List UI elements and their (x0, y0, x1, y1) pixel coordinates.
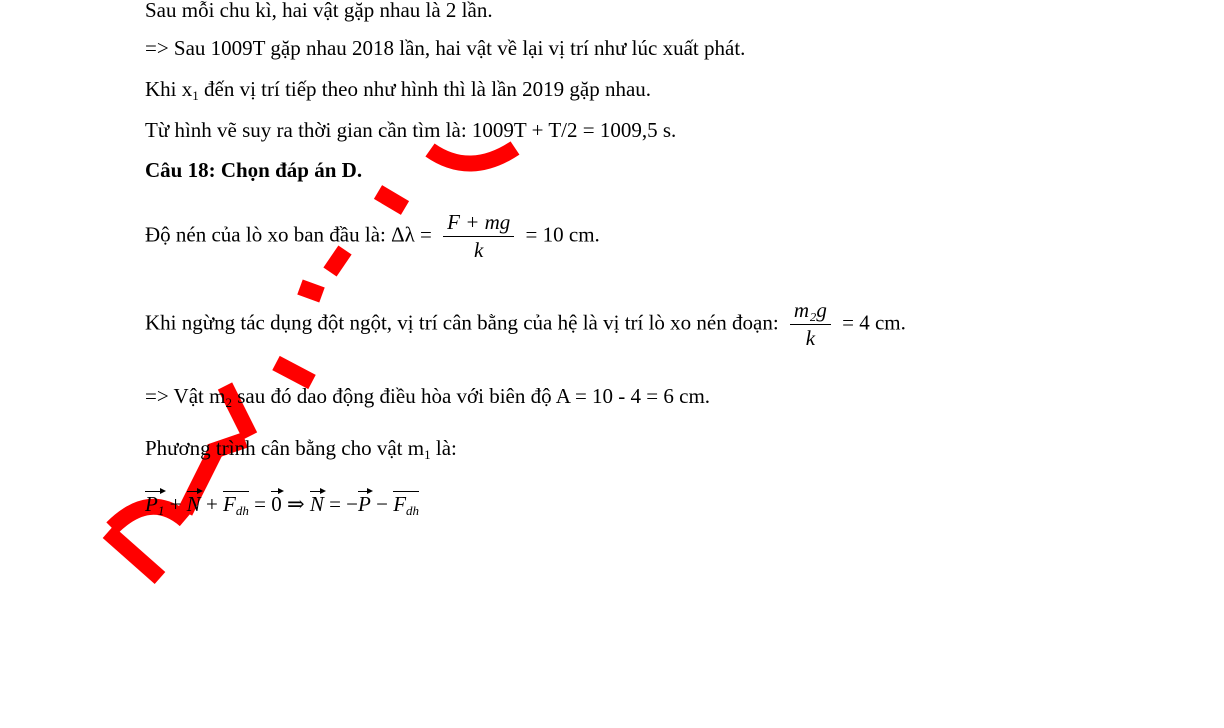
text-part: = 10 cm. (525, 222, 600, 247)
symbol: N (309, 492, 324, 516)
operator: = (248, 492, 272, 516)
text-part: Khi x (145, 77, 193, 101)
text-line-balance-equation (145, 436, 457, 462)
symbol: P (358, 492, 371, 516)
fraction-denominator: k (474, 238, 484, 262)
text-line-amplitude (145, 384, 711, 410)
vector-fdh (223, 492, 249, 518)
text-line-cycle: Sau mỗi chu kì, hai vật gặp nhau là 2 lần. (145, 0, 493, 22)
operator: = − (323, 492, 359, 516)
symbol: 0 (271, 492, 282, 516)
fraction-numerator: F + mg (443, 212, 514, 237)
vector-fdh (393, 492, 420, 518)
operator: + (164, 492, 187, 516)
text-part: là: (430, 436, 457, 460)
text-part: => Vật m (145, 384, 226, 408)
text-part: sau đó dao động điều hòa với biên độ A = 10 - 4 = 6 cm. (231, 384, 711, 408)
fraction-f-mg-over-k (443, 212, 514, 261)
subscript: 1 (424, 447, 431, 462)
subscript: dh (406, 503, 420, 518)
symbol: P (145, 492, 158, 516)
symbol: F (393, 492, 407, 516)
subscript: 2 (225, 395, 232, 410)
text-line-1009t: => Sau 1009T gặp nhau 2018 lần, hai vật về lại vị trí như lúc xuất phát. (145, 36, 746, 60)
operator: + (200, 492, 224, 516)
symbol: N (186, 492, 201, 516)
operator: − (370, 492, 394, 516)
subscript: dh (235, 503, 249, 518)
subscript: 1 (192, 88, 199, 103)
vector-n (187, 494, 201, 515)
vector-equation (145, 492, 420, 518)
vector-p1 (145, 492, 165, 518)
text-line-compression (145, 212, 600, 261)
vector-n (310, 494, 324, 515)
implies-symbol: ⇒ (281, 492, 310, 516)
subscript: 1 (157, 503, 165, 518)
fraction-m2g-over-k (790, 300, 831, 349)
text-part: đến vị trí tiếp theo như hình thì là lần 2019 gặp nhau. (198, 77, 652, 101)
text-part: Độ nén của lò xo ban đầu là: Δλ = (145, 222, 438, 247)
text-part: Khi ngừng tác dụng đột ngột, vị trí cân bằng của hệ là vị trí lò xo nén đoạn: (145, 310, 784, 335)
vector-zero (271, 494, 282, 515)
text-line-time: Từ hình vẽ suy ra thời gian cần tìm là: 1009T + T/2 = 1009,5 s. (145, 118, 677, 142)
symbol: F (223, 492, 236, 516)
question-heading: Câu 18: Chọn đáp án D. (145, 158, 363, 182)
text-line-x1 (145, 77, 652, 103)
fraction-denominator: k (805, 326, 816, 350)
text-part: = 4 cm. (842, 310, 906, 335)
text-part: Phương trình cân bằng cho vật m (145, 436, 425, 460)
vector-p (358, 494, 371, 515)
text-line-equilibrium (145, 300, 906, 349)
fraction-numerator: m₂g (790, 300, 831, 325)
